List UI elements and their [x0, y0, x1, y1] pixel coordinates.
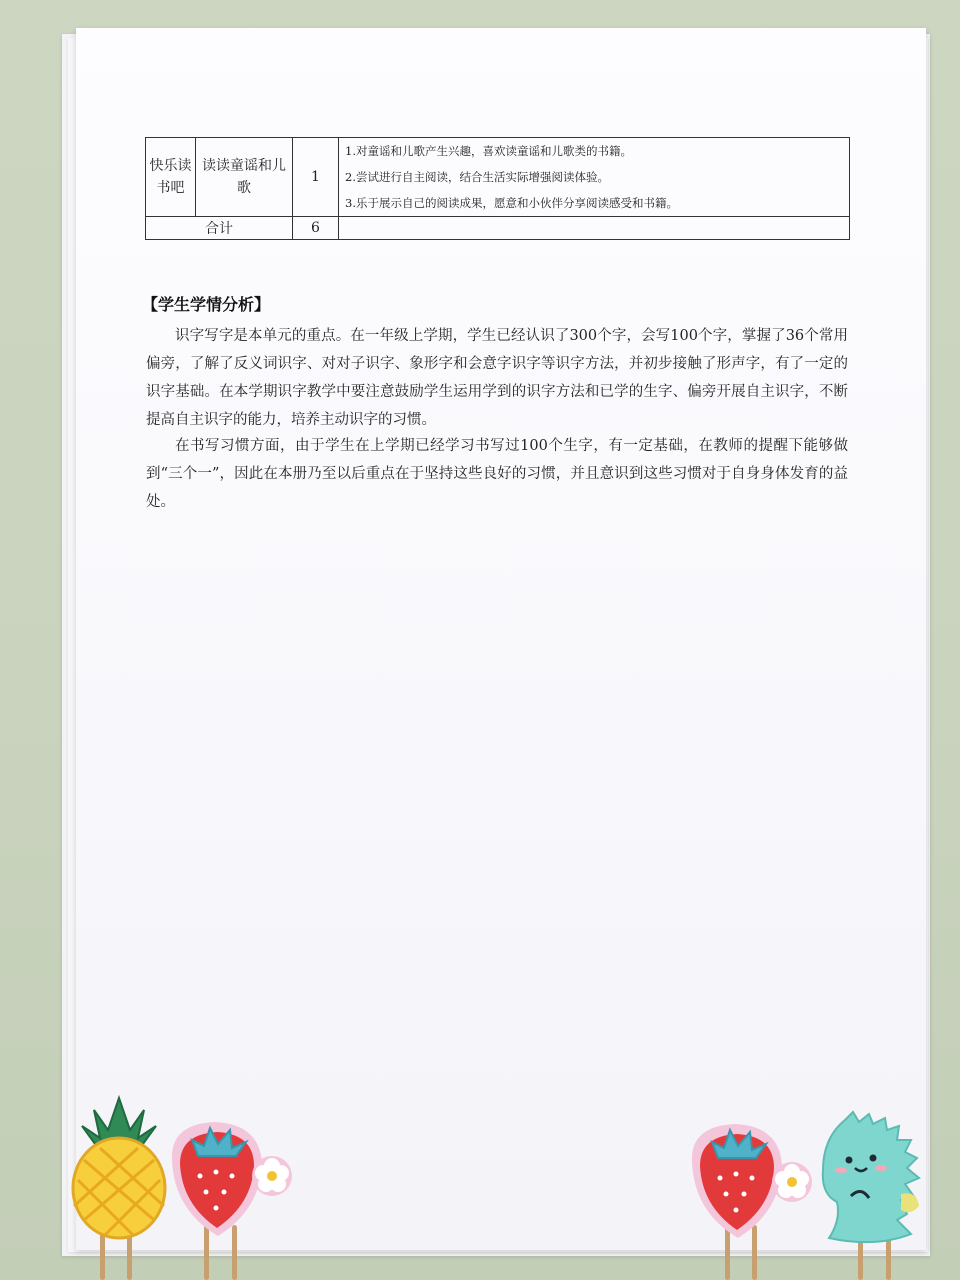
strawberry-clip-icon — [680, 1112, 820, 1242]
document-page — [76, 28, 926, 1250]
unit-schedule-table — [145, 137, 850, 240]
analysis-paragraph: 识字写字是本单元的重点。在一年级上学期，学生已经认识了300个字，会写100个字，掌握了36个常用偏旁，了解了反义词识字、对对子识字、象形字和会意字识字等识字方法，并初步接触了形声字，有了一定的识字基础。在本学期识字教学中要注意鼓励学生运用学到的识字方法和已学的生字、偏旁开展自主识字，不断提高自主识字的能力，培养主动识字的习惯。 — [146, 328, 848, 428]
hours-cell: 1 — [293, 138, 339, 217]
lesson-cell: 读读童谣和儿歌 — [196, 138, 293, 217]
section-title: 【学生学情分析】 — [142, 295, 271, 314]
analysis-paragraph: 在书写习惯方面，由于学生在上学期已经学习书写过100个生字，有一定基础，在教师的提醒下能够做到“三个一”，因此在本册乃至以后重点在于坚持这些良好的习惯，并且意识到这些习惯对于自身身体发育的益处。 — [146, 438, 848, 510]
strawberry-clip-icon — [160, 1110, 300, 1240]
goal-item: 2.尝试进行自主阅读，结合生活实际增强阅读体验。 — [345, 170, 609, 184]
total-hours-cell: 6 — [293, 217, 339, 240]
dinosaur-clip-icon — [815, 1110, 930, 1250]
table-total-row — [146, 217, 850, 240]
table-row — [146, 138, 850, 217]
goals-cell — [339, 138, 850, 217]
goal-item: 3.乐于展示自己的阅读成果，愿意和小伙伴分享阅读感受和书籍。 — [345, 196, 678, 210]
total-label-cell: 合计 — [146, 217, 293, 240]
pineapple-clip-icon — [64, 1090, 174, 1240]
category-cell: 快乐读书吧 — [146, 138, 196, 217]
total-empty-cell — [339, 217, 850, 240]
goal-item: 1.对童谣和儿歌产生兴趣，喜欢读童谣和儿歌类的书籍。 — [345, 144, 632, 158]
